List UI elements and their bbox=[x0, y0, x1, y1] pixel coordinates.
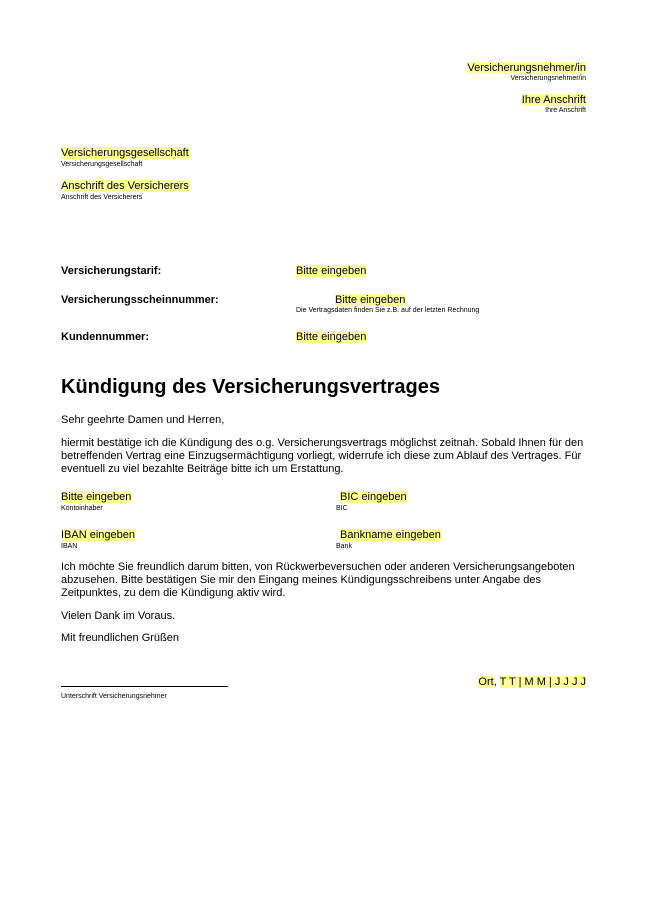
paragraph-1: hiermit bestätige ich die Kündigung des o.g. Versicherungsvertrags möglichst zeitnah. Sobald Ihnen für den betreffenden Vertrag eine Einzugsermächtigung vorliegt, widerrufe ich diese zum Ablauf des Vertrages. Für eventuell zu viel bezahlte Beiträge bitte ich um Erstattung. bbox=[61, 437, 584, 475]
tarif-label: Versicherungstarif: bbox=[61, 265, 162, 277]
tarif-value-wrap bbox=[296, 265, 366, 278]
date-field[interactable]: T T | M M | J J J J bbox=[499, 676, 586, 688]
bic-field[interactable]: BIC eingeben bbox=[340, 491, 407, 503]
place-date-separator: , bbox=[493, 676, 500, 688]
closing-line: Mit freundlichen Grüßen bbox=[61, 632, 179, 644]
bankname-field[interactable]: Bankname eingeben bbox=[340, 529, 441, 541]
salutation: Sehr geehrte Damen und Herren, bbox=[61, 414, 225, 426]
place-date-block bbox=[478, 676, 586, 689]
sender-name-caption: Versicherungsnehmer/in bbox=[510, 75, 586, 82]
sender-address-caption: Ihre Anschrift bbox=[545, 107, 586, 114]
kunden-label: Kundennummer: bbox=[61, 331, 149, 343]
bic-caption: BIC bbox=[336, 505, 348, 512]
schein-label: Versicherungsscheinnummer: bbox=[61, 294, 219, 306]
place-field[interactable]: Ort bbox=[478, 676, 494, 688]
iban-caption: IBAN bbox=[61, 543, 78, 550]
recipient-address-caption: Anschrift des Versicherers bbox=[61, 194, 143, 201]
recipient-address-block bbox=[61, 180, 189, 193]
iban-field[interactable]: IBAN eingeben bbox=[61, 529, 135, 541]
kunden-field[interactable]: Bitte eingeben bbox=[296, 331, 367, 343]
tarif-field[interactable]: Bitte eingeben bbox=[296, 265, 367, 277]
letter-title: Kündigung des Versicherungsvertrages bbox=[61, 376, 440, 398]
bankname-caption: Bank bbox=[336, 543, 352, 550]
signature-caption: Unterschrift Versicherungsnehmer bbox=[61, 693, 167, 700]
holder-wrap bbox=[61, 491, 131, 504]
recipient-company-block bbox=[61, 147, 189, 160]
thanks-line: Vielen Dank im Voraus. bbox=[61, 610, 176, 622]
kunden-value-wrap bbox=[296, 331, 366, 344]
schein-field[interactable]: Bitte eingeben bbox=[335, 294, 406, 306]
holder-field[interactable]: Bitte eingeben bbox=[61, 491, 132, 503]
bic-wrap bbox=[340, 491, 407, 504]
holder-caption: Kontoinhaber bbox=[61, 505, 103, 512]
recipient-address-field[interactable]: Anschrift des Versicherers bbox=[61, 180, 189, 192]
signature-line[interactable] bbox=[61, 686, 228, 687]
paragraph-2: Ich möchte Sie freundlich darum bitten, von Rückwerbeversuchen oder anderen Versicherungsangeboten abzusehen. Bitte bestätigen Sie mir den Eingang meines Kündigungsschreibens unter Angabe des Zeitpunktes, zu dem die Kündigung aktiv wird. bbox=[61, 561, 575, 599]
sender-address-field[interactable]: Ihre Anschrift bbox=[521, 94, 586, 106]
iban-wrap bbox=[61, 529, 135, 542]
sender-name-field[interactable]: Versicherungsnehmer/in bbox=[467, 62, 586, 74]
recipient-company-field[interactable]: Versicherungsgesellschaft bbox=[61, 147, 189, 159]
schein-hint: Die Vertragsdaten finden Sie z.B. auf der letzten Rechnung bbox=[296, 307, 480, 314]
recipient-company-caption: Versicherungsgesellschaft bbox=[61, 161, 143, 168]
bankname-wrap bbox=[340, 529, 441, 542]
